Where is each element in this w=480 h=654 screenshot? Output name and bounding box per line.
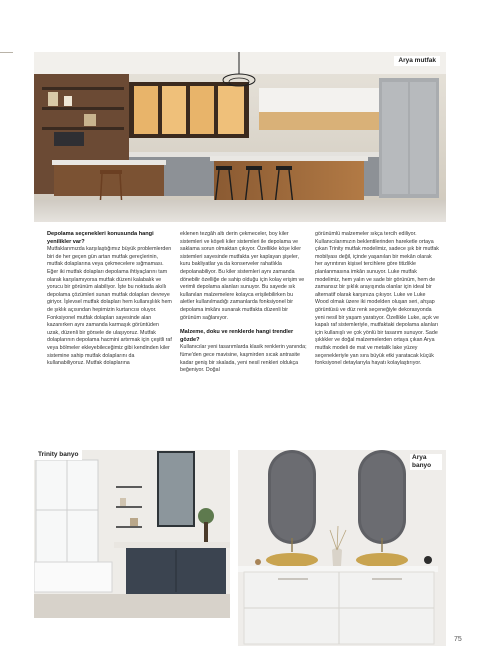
kitchen-photo [34, 52, 446, 222]
hero-photo-label: Arya mutfak [394, 56, 440, 66]
article-column-3 [315, 231, 439, 368]
trinity-photo-label: Trinity banyo [34, 450, 82, 460]
arya-photo-label: Arya banyo [410, 454, 442, 470]
kitchen-illustration [34, 52, 446, 222]
article-column-1 [47, 231, 173, 368]
paragraph-storage: Mutfaklarımızda karşılaştığımız büyük problemlerden biri de her geçen gün artan mutfak gereçlerinin, mutfak dolaplarına veya çekmecelere sığmaması. Eğer iki mutfak dolapları depolama ihtiyaçlarını tam olarak karşılamıyorsa mutfak düzeni kalabalık ve yorucu bir görünüm alabiliyor. İşte bu noktada akıllı depolama çözümleri sunan mutfak dolapları devreye giriyor. İşlevsel mutfak dolapları hem kullanışlılık hem de şıklık açısından hepimizin kurtarıcısı oluyor. Fonksiyonel mutfak dolapları sayesinde alan kazanırken aynı zamanda karmaşık görüntüden uzak, düzenli bir görsele de ulaşıyoruz. Mutfak dolaplarının depolama hacmini artırmak için çeşitli raf veya bölmeler ekleyebileceğimiz gibi kendinden kiler sistemine sahip mutfak dolaplarını da kullanabiliyoruz. Mutfak dolaplarına [47, 246, 172, 367]
margin-rule [0, 52, 13, 53]
bathroom-illustration-left [34, 450, 230, 618]
trinity-bathroom-photo [34, 450, 230, 618]
paragraph-colors: Kullanıcılar yeni tasarımlarda klasik renklerin yanında; füme'den gece mavisine, kaşmirden sıcak antrasite kadar geniş bir skalada, yeni nesil renkleri oldukça beğeniyor. Doğal [180, 344, 307, 374]
arya-bathroom-photo [238, 450, 446, 646]
section-heading-trends: Malzeme, doku ve renklerde hangi trendler gözde? [180, 329, 294, 343]
article-column-2 [180, 231, 308, 375]
paragraph-pantry: eklenen tezgâh altı derin çekmeceler, boy kiler sistemleri ve köşeli kiler sistemleri ile depolama ve saklama sorun olmaktan çıkıyor. Özellikle köşe kiler sistemleri sayesinde mutfakta yer kaplayan şişeler, kuru bakliyatlar ya da konserveler rahatlıkla depolanabiliyor. Bu kiler sistemleri aynı zamanda dönebilir özelliğe de sahip olduğu için kolay erişim ve verimli depolama alanları sunuyor. Bu sayede sık kullanılan malzemelere kolayca erişilebilirken bu aletler kullanılmadığı zamanlarda fonksiyonel bir depolama imkânı sunarak mutfakta düzenli bir görünüm sağlanıyor. [180, 231, 305, 321]
page-number: 75 [454, 636, 462, 643]
bathroom-illustration-right [238, 450, 446, 646]
section-heading-storage: Depolama seçenekleri konusunda hangi yenilikler var? [47, 231, 154, 245]
paragraph-models: görünümlü malzemeler sıkça tercih ediliyor. Kullanıcılarımızın beklentilerinden hareketle ortaya çıkan Trinity mutfak modelimiz, sadece şık bir mutfak mobilyası değil, içinde yaşanılan bir mekân olarak her ayrıntının kişisel tercihlere göre titizlikle planlanmasına imkân sunuyor. Luke mutfak modelimiz, hem yalın ve sade bir görünüm, hem de zamansız bir şıklık arayışında olanlar için ideal bir alternatif olarak karşınıza çıkıyor. Luke ve Luke Wood olmak üzere iki modelden oluşan seri, ahşap görüntüsü ve düz renk seçeneğiyle dekorasyonda yeni nesil bir yaşam yaratıyor. Özellikle Luke, açık ve kapalı raf sistemleriyle, mutfaktaki depolama alanları için kullanışlı ve çok yönlü bir tasarım sunuyor. Sade şıklıkler ve doğal malzemelerden ortaya çıkan Arya mutfak modeli de mat ve metalik lake yüzey seçenekleriyle yan sıra büyük etki yaratacak küçük fonksiyonel detaylarıyla hayatı kolaylaştırıyor. [315, 231, 439, 367]
